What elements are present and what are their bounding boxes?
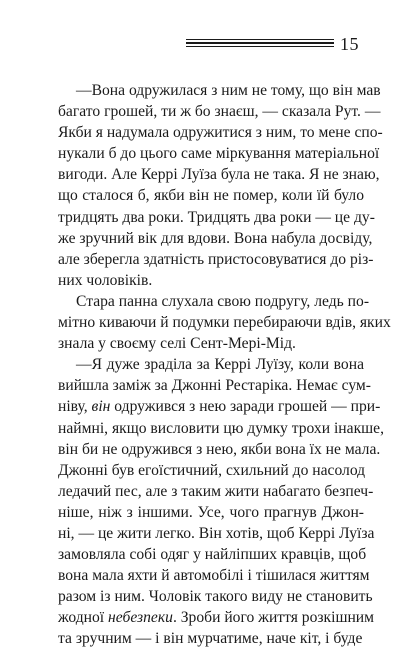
text-line (58, 523, 375, 544)
text-line (58, 101, 381, 122)
paragraph (58, 354, 384, 649)
header-rule-thick (186, 42, 334, 44)
paragraph (58, 291, 391, 354)
text-segment: вона мала яхти й автомобілі і тішилася життям (58, 567, 370, 585)
text-segment: наймні, якщо висловити цю думку трохи інакше, (58, 419, 384, 437)
text-segment: що сталося б, якби він не помер, коли їй було (58, 187, 364, 205)
body-text (58, 80, 391, 650)
text-segment: —Вона одружилася з ним не тому, що він мав (76, 82, 381, 99)
header-rule-thin-top (186, 39, 334, 40)
text-segment: нукали б до цього саме міркування матеріальної (58, 145, 380, 163)
text-segment: одружився з нею заради грошей — при- (110, 398, 381, 416)
text-line (58, 228, 373, 249)
text-line (58, 207, 375, 228)
text-segment: ніше, ніж з іншими. Усе, чого прагнув Джон- (58, 503, 364, 521)
italic-text: небезпеки (108, 609, 173, 627)
text-line (58, 354, 364, 375)
text-segment: знала у своєму селі Сент-Мері-Мід. (58, 335, 296, 353)
text-segment: ніву, (58, 398, 92, 416)
text-line (58, 249, 374, 270)
text-segment: замовляла собі одяг у найліпших кравців, щоб (58, 546, 367, 564)
text-line (58, 396, 381, 417)
text-segment: він би не одружився з нею, якби вона їх не мала. (58, 440, 381, 458)
paragraph (58, 80, 383, 291)
text-line (58, 481, 374, 502)
text-line (58, 628, 364, 649)
text-segment: вийшла заміж за Джонні Рестаріка. Немає сум- (58, 377, 371, 395)
text-line (58, 185, 364, 206)
text-segment: разом із ним. Чоловік такого виду не становить (58, 588, 373, 606)
text-segment: Джонні був егоїстичний, схильний до насолод (58, 461, 366, 479)
text-line (58, 375, 371, 396)
text-segment: багато грошей, ти ж бо знаєш, — сказала Рут. — (58, 103, 381, 121)
text-line (58, 291, 370, 312)
text-line (58, 544, 367, 565)
text-line (58, 418, 384, 439)
text-line (58, 439, 381, 460)
text-line (58, 80, 381, 101)
text-segment: мітно киваючи й подумки перебираючи вдів, яких (58, 314, 391, 332)
text-segment: Стара панна слухала свою подругу, ледь по- (76, 292, 370, 310)
text-line (58, 164, 380, 185)
text-segment: жодної (58, 609, 109, 627)
text-line (58, 312, 391, 333)
text-line (58, 586, 373, 607)
text-line (58, 270, 364, 291)
page-number: 15 (340, 34, 359, 54)
text-segment: вигоди. Але Керрі Луїза була не така. Я не знаю, (58, 166, 380, 184)
text-segment: але зберегла здатність пристосовуватися до різ- (58, 250, 374, 268)
text-segment: тридцять два роки. Тридцять два роки — це ду- (58, 208, 375, 226)
header-rule-thin-bottom (186, 46, 334, 47)
text-segment: же зручний вік для вдови. Вона набула досвіду, (58, 229, 373, 247)
text-line (58, 607, 375, 628)
text-segment: —Я дуже зраділа за Керрі Луїзу, коли вона (76, 356, 364, 374)
text-segment: ледачий пес, але з таким жити набагато безпеч- (58, 482, 374, 500)
text-segment: Якби я надумала одружитися з ним, то мене спо- (58, 124, 383, 142)
text-line (58, 502, 364, 523)
text-segment: . Зроби його життя розкішним (172, 609, 375, 627)
text-segment: та зручним — і він мурчатиме, наче кіт, і буде (58, 630, 363, 648)
running-header (0, 0, 414, 60)
text-line (58, 122, 383, 143)
italic-text: він (91, 398, 111, 416)
text-line (58, 565, 370, 586)
text-segment: ні, — це жити легко. Він хотів, щоб Керрі Луїза (58, 524, 375, 542)
text-segment: них чоловіків. (58, 271, 153, 289)
text-line (58, 143, 380, 164)
text-line (58, 333, 364, 354)
text-line (58, 460, 364, 481)
